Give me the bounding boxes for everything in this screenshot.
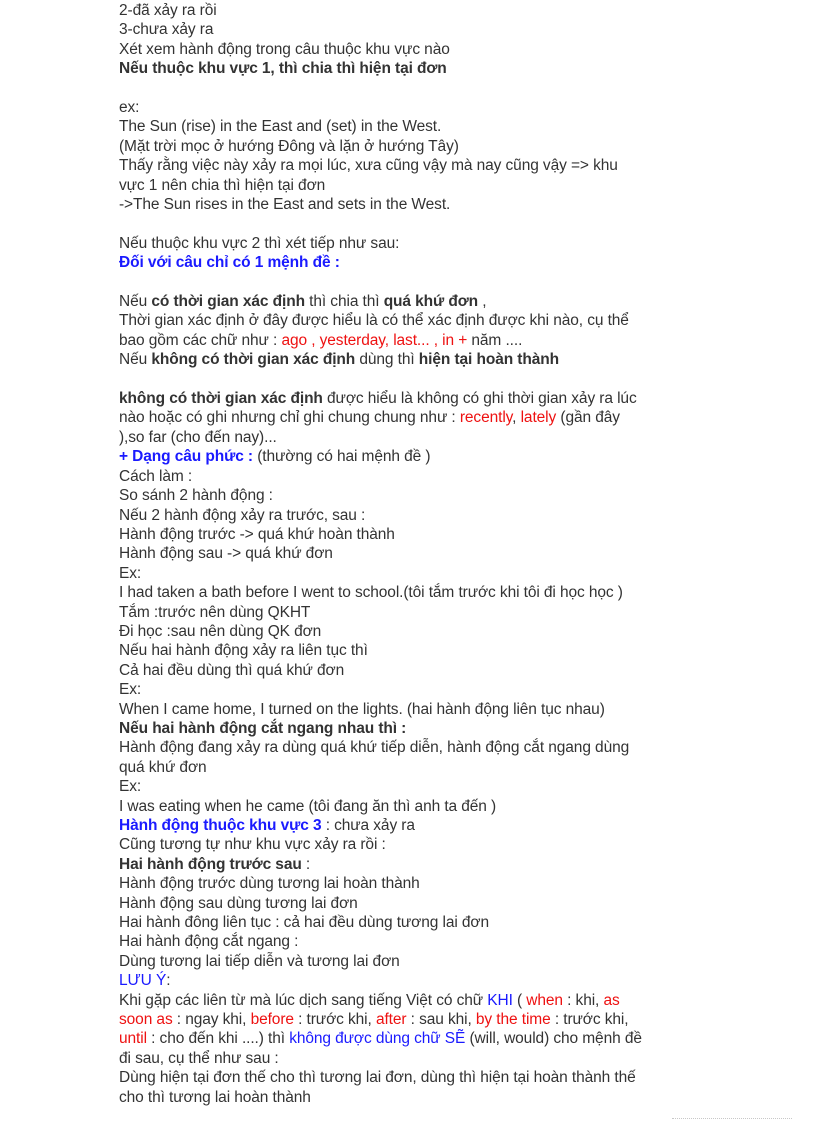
text-span: năm .... [467,331,523,349]
text-line: Xét xem hành động trong câu thuộc khu vực nào [119,40,450,58]
text-line: Thấy rằng việc này xảy ra mọi lúc, xưa cũng vậy mà nay cũng vậy => khu [119,157,618,175]
red-text: when [526,991,563,1009]
text-span: , [512,409,521,427]
text-line: Cả hai đều dùng thì quá khứ đơn [119,661,345,679]
blue-text: LƯU Ý [119,972,167,990]
bold-text: không có thời gian xác định [151,351,356,369]
text-line: vực 1 nên chia thì hiện tại đơn [119,176,326,194]
text-span: : trước khi, [550,1011,629,1029]
text-line: Nếu thuộc khu vực 2 thì xét tiếp như sau: [119,234,400,252]
text-line: đi sau, cụ thể như sau : [119,1049,279,1067]
text-line: Cách làm : [119,467,193,485]
text-span: , [478,293,487,311]
text-line: Nếu 2 hành động xảy ra trước, sau : [119,506,366,524]
blue-bold-text: Hành động thuộc khu vực 3 [119,817,322,834]
text-span: bao gồm các chữ như : [119,331,282,349]
text-line: Dùng tương lai tiếp diễn và tương lai đơn [119,952,400,970]
bold-text: quá khứ đơn [383,293,479,311]
text-span: : [301,855,311,873]
text-line: Hai hành đông liên tục : cả hai đều dùng tương lai đơn [119,914,490,932]
text-line: Dùng hiện tại đơn thế cho thì tương lai đơn, dùng thì hiện tại hoàn thành thế [119,1069,636,1087]
text-span: (gần đây [556,409,620,427]
red-text: by the time [475,1011,551,1029]
text-span: : ngay khi, [172,1011,251,1029]
heading-complex-sentence [119,447,719,466]
red-text: recently [459,409,513,427]
text-line [119,408,719,427]
text-line [119,991,719,1010]
text-span: dùng thì [355,351,419,369]
bold-text: có thời gian xác định [151,293,305,311]
text-span: : [166,972,171,990]
text-span: thì chia thì [304,293,384,311]
text-line: ),so far (cho đến nay)... [119,428,277,446]
blue-bold-text: + Dạng câu phức : [119,448,253,466]
red-text: after [375,1011,407,1029]
text-line: 2-đã xảy ra rồi [119,2,217,19]
heading-before-after [119,855,719,874]
page-edge-divider [672,1118,792,1119]
text-line: Ex: [119,564,142,582]
text-line: cho thì tương lai hoàn thành [119,1088,311,1106]
text-line: When I came home, I turned on the lights. (hai hành động liên tục nhau) [119,700,605,718]
red-text: before [250,1011,294,1029]
text-span: : trước khi, [293,1011,376,1029]
text-line [119,1029,719,1048]
text-line: Thời gian xác định ở đây được hiểu là có thể xác định được khi nào, cụ thể [119,312,629,330]
red-text: as [603,991,620,1009]
text-line: Tắm :trước nên dùng QKHT [119,603,311,621]
text-span: ( [512,991,527,1009]
red-text: until [119,1030,147,1048]
text-line: Hai hành động cắt ngang : [119,933,299,951]
text-span: : chưa xảy ra [321,817,415,834]
text-line: I had taken a bath before I went to school.(tôi tắm trước khi tôi đi học học ) [119,584,623,602]
text-line: So sánh 2 hành động : [119,487,273,505]
text-line: Ex: [119,778,142,796]
bold-text: Hai hành động trước sau [119,855,302,873]
text-line: Cũng tương tự như khu vực xảy ra rồi : [119,836,386,854]
text-span: : khi, [562,991,604,1009]
text-span: nào hoặc có ghi nhưng chỉ ghi chung chung như : [119,409,460,427]
text-line [119,350,719,369]
spacer [119,273,719,292]
bold-text: hiện tại hoàn thành [418,351,559,369]
heading-zone-1 [119,59,719,78]
bold-text: Nếu thuộc khu vực 1, thì chia thì hiện tại đơn [119,60,447,78]
text-line: ex: [119,99,140,117]
text-line: 3-chưa xảy ra [119,21,214,39]
red-text: soon as [119,1011,173,1029]
text-span: Khi gặp các liên từ mà lúc dịch sang tiếng Việt có chữ [119,991,488,1009]
text-line: Nếu hai hành động xảy ra liên tục thì [119,642,368,660]
text-span: được hiểu là không có ghi thời gian xảy ra lúc [322,390,637,408]
text-line [119,389,719,408]
text-line: Đi học :sau nên dùng QK đơn [119,622,322,640]
text-span: : sau khi, [406,1011,476,1029]
text-line: Hành động trước -> quá khứ hoàn thành [119,525,395,543]
document-body [119,1,719,1107]
text-line: Hành động sau -> quá khứ đơn [119,545,333,563]
text-span: (thường có hai mệnh đề ) [252,448,431,466]
text-line [119,331,719,350]
text-line [119,292,719,311]
text-span: Nếu [119,293,152,311]
text-span: Nếu [119,351,152,369]
bold-text: không có thời gian xác định [119,390,323,408]
text-line: ->The Sun rises in the East and sets in the West. [119,196,451,214]
spacer [119,370,719,389]
text-line: Hành động sau dùng tương lai đơn [119,894,358,912]
heading-zone-3 [119,816,719,835]
text-line: Hành động đang xảy ra dùng quá khứ tiếp diễn, hành động cắt ngang dùng [119,739,630,757]
text-span: (will, would) cho mệnh đề [465,1030,642,1048]
text-line: Ex: [119,681,142,699]
text-line: The Sun (rise) in the East and (set) in the West. [119,118,442,136]
text-line [119,1010,719,1029]
heading-interrupting-actions [119,719,719,738]
note-heading [119,971,719,990]
red-text: lately [520,409,557,427]
bold-text: Nếu hai hành động cắt ngang nhau thì : [119,719,407,737]
blue-bold-text: Đối với câu chỉ có 1 mệnh đề : [119,254,340,272]
text-line: I was eating when he came (tôi đang ăn thì anh ta đến ) [119,797,497,815]
blue-text: KHI [487,991,513,1009]
text-line: (Mặt trời mọc ở hướng Đông và lặn ở hướng Tây) [119,137,459,155]
red-text: ago , yesterday, last... , in + [281,331,468,349]
spacer [119,214,719,233]
heading-single-clause [119,253,719,272]
spacer [119,79,719,98]
text-line: quá khứ đơn [119,758,207,776]
text-span: : cho đến khi ....) thì [146,1030,290,1048]
blue-text: không được dùng chữ SẼ [289,1030,466,1048]
text-line: Hành động trước dùng tương lai hoàn thành [119,875,420,893]
